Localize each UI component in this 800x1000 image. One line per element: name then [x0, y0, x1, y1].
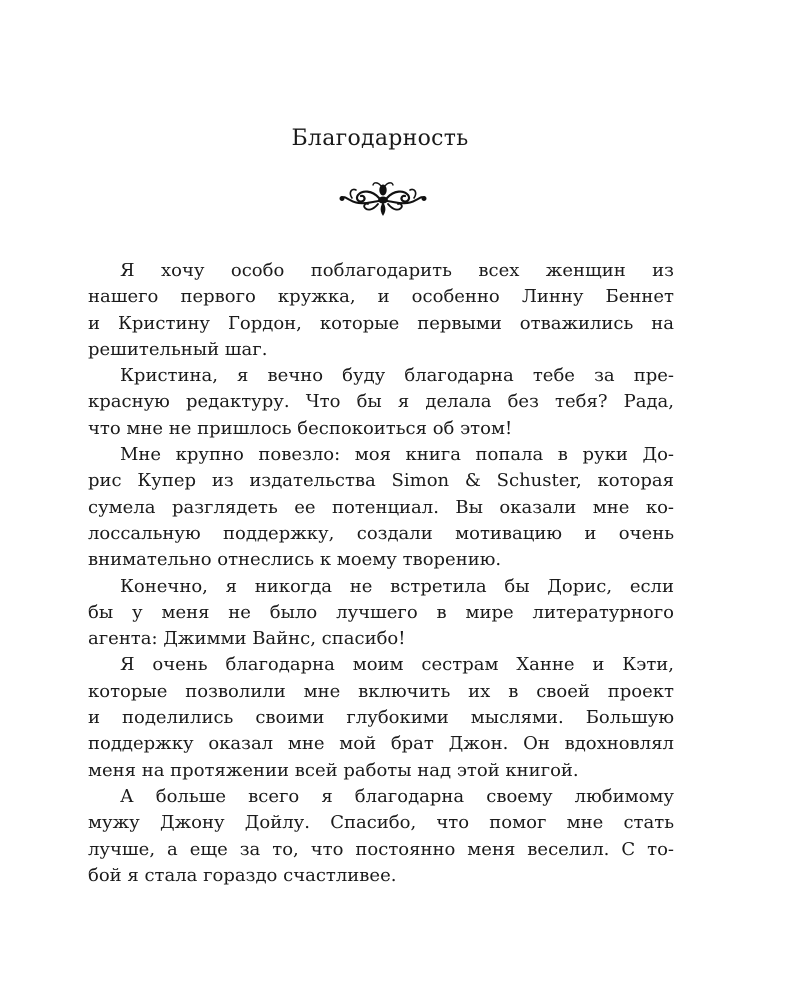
acknowledgements-text	[88, 258, 674, 889]
text-line: мужу Джону Дойлу. Спасибо, что помог мне стать	[88, 812, 674, 834]
text-line: Я очень благодарна моим сестрам Ханне и Кэти,	[120, 654, 674, 676]
text-line: рис Купер из издательства Simon & Schuster, которая	[88, 470, 674, 492]
paragraph	[88, 442, 674, 573]
paragraph	[88, 574, 674, 653]
text-line: поддержку оказал мне мой брат Джон. Он вдохновлял	[88, 733, 674, 755]
text-line: агента: Джимми Вайнс, спасибо!	[88, 628, 406, 650]
text-line: и Кристину Гордон, которые первыми отважились на	[88, 312, 674, 334]
text-line: и поделились своими глубокими мыслями. Большую	[88, 707, 674, 729]
text-line: меня на протяжении всей работы над этой книгой.	[88, 759, 579, 781]
floral-flourish-icon	[338, 180, 428, 218]
text-line: Конечно, я никогда не встретила бы Дорис, если	[120, 575, 674, 597]
paragraph	[88, 652, 674, 783]
text-line: решительный шаг.	[88, 338, 268, 360]
text-line: Кристина, я вечно буду благодарна тебе за пре-	[120, 365, 674, 387]
text-line: которые позволили мне включить их в своей проект	[88, 680, 674, 702]
text-line: А больше всего я благодарна своему любимому	[120, 785, 674, 807]
text-line: красную редактуру. Что бы я делала без тебя? Рада,	[88, 391, 674, 413]
text-line: сумела разглядеть ее потенциал. Вы оказали мне ко-	[88, 496, 674, 518]
paragraph	[88, 363, 674, 442]
paragraph	[88, 784, 674, 889]
text-line: лучше, а еще за то, что постоянно меня веселил. С то-	[88, 838, 674, 860]
text-line: Я хочу особо поблагодарить всех женщин из	[120, 260, 674, 281]
text-line: что мне не пришлось беспокоиться об этом!	[88, 417, 513, 439]
text-line: лоссальную поддержку, создали мотивацию и очень	[88, 522, 674, 544]
text-line: бой я стала гораздо счастливее.	[88, 864, 397, 886]
text-line: Мне крупно повезло: моя книга попала в руки До-	[120, 444, 674, 466]
text-line: нашего первого кружка, и особенно Линну Беннет	[88, 286, 674, 308]
text-line: бы у меня не было лучшего в мире литературного	[88, 601, 674, 623]
text-line: внимательно отнеслись к моему творению.	[88, 549, 502, 571]
paragraph	[88, 258, 674, 363]
page-title: Благодарность	[291, 126, 469, 151]
